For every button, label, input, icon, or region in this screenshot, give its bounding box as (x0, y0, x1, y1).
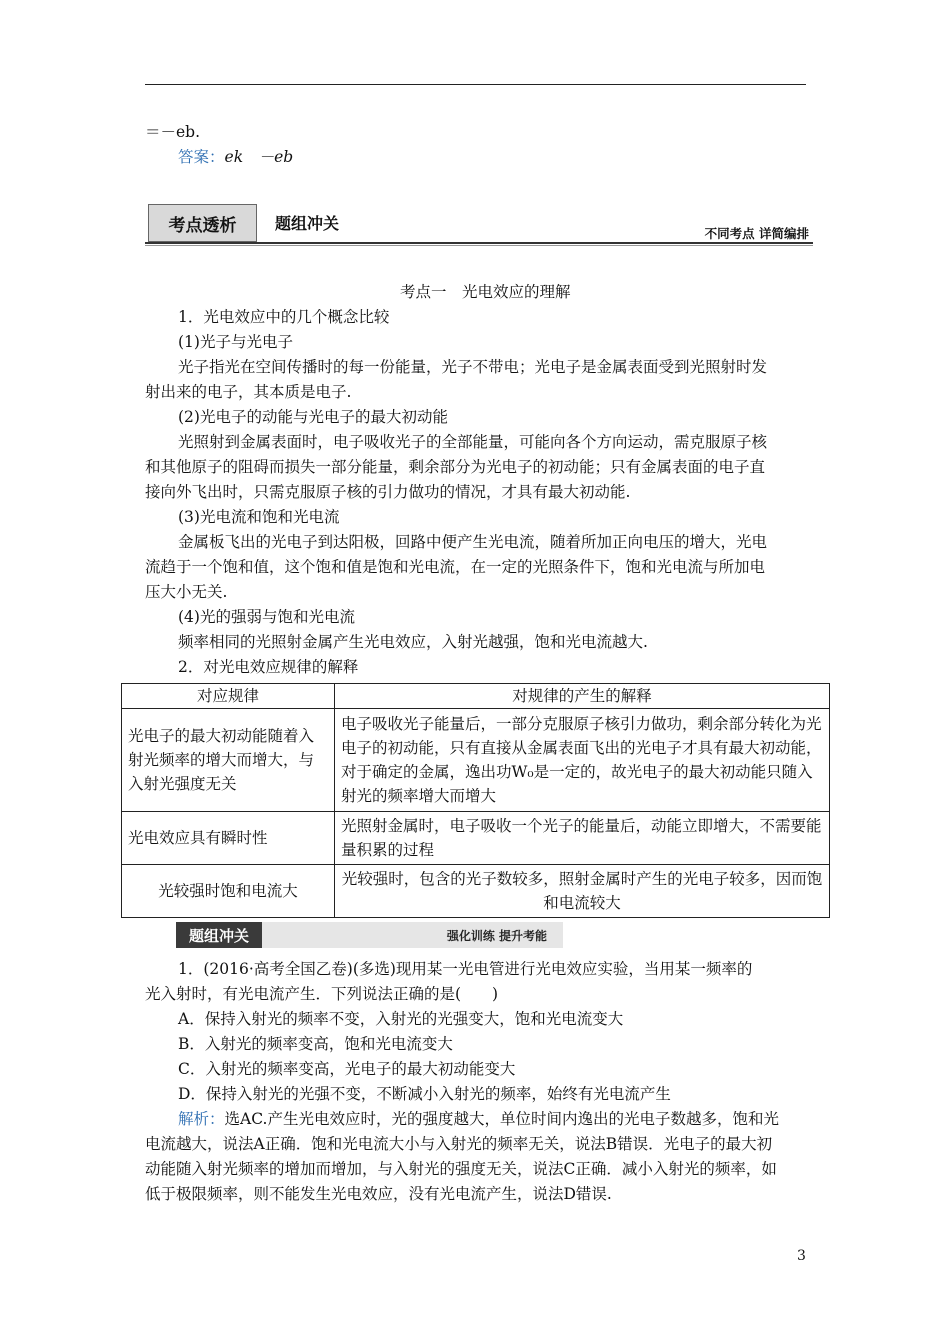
paragraph-line: 光子指光在空间传播时的每一份能量，光子不带电；光电子是金属表面受到光照射时发 (178, 358, 768, 376)
heading-2: 2．对光电效应规律的解释 (178, 658, 359, 676)
heading-1: 1．光电效应中的几个概念比较 (178, 308, 390, 326)
table-cell-explain: 光照射金属时，电子吸收一个光子的能量后，动能立即增大，不需要能量积累的过程 (335, 812, 830, 865)
paragraph-line: 射出来的电子，其本质是电子. (145, 383, 352, 401)
answer-label: 答案： (178, 148, 225, 166)
option-b: B．入射光的频率变高，饱和光电流变大 (178, 1035, 453, 1053)
paragraph-line: 光照射到金属表面时，电子吸收光子的全部能量，可能向各个方向运动，需克服原子核 (178, 433, 768, 451)
table-header: 对规律的产生的解释 (335, 684, 830, 709)
banner-underline-thin (145, 245, 813, 246)
practice-banner (176, 922, 563, 948)
banner-label-kaodian: 考点透析 (148, 204, 257, 242)
analysis-line: 解析：选AC.产生光电效应时，光的强度越大，单位时间内逸出的光电子数越多，饱和光 (178, 1110, 779, 1128)
page-number: 3 (797, 1248, 806, 1264)
practice-banner-text: 强化训练 提升考能 (446, 929, 547, 943)
table-cell-rule: 光电子的最大初动能随着入射光频率的增大而增大，与入射光强度无关 (122, 709, 335, 812)
section-banner (145, 204, 813, 242)
paragraph-line: 流趋于一个饱和值，这个饱和值是饱和光电流，在一定的光照条件下，饱和光电流与所加电 (145, 558, 766, 576)
subheading-4: (4)光的强弱与饱和光电流 (178, 608, 355, 626)
analysis-line: 动能随入射光频率的增加而增加，与入射光的强度无关，说法C正确．减小入射光的频率，如 (145, 1160, 777, 1178)
banner-label-tizu: 题组冲关 (274, 213, 339, 233)
analysis-line: 电流越大，说法A正确．饱和光电流大小与入射光的频率无关，说法B错误．光电子的最大初 (145, 1135, 773, 1153)
answer-text: ek －eb (224, 148, 294, 166)
option-a: A．保持入射光的频率不变，入射光的光强变大，饱和光电流变大 (178, 1010, 624, 1028)
table-header: 对应规律 (122, 684, 335, 709)
paragraph-line: 接向外飞出时，只需克服原子核的引力做功的情况，才具有最大初动能. (145, 483, 631, 501)
table-row (122, 709, 830, 812)
header-rule (145, 84, 806, 85)
option-d: D．保持入射光的光强不变，不断减小入射光的频率，始终有光电流产生 (178, 1085, 671, 1103)
table-row (122, 865, 830, 918)
analysis-label: 解析： (178, 1110, 225, 1128)
section-title: 考点一 光电效应的理解 (400, 283, 571, 301)
table-cell-explain: 光较强时，包含的光子数较多，照射金属时产生的光电子较多，因而饱和电流较大 (335, 865, 830, 918)
paragraph-line: 压大小无关. (145, 583, 228, 601)
paragraph-line: 和其他原子的阻碍而损失一部分能量，剩余部分为光电子的初动能；只有金属表面的电子直 (145, 458, 766, 476)
subheading-1: (1)光子与光电子 (178, 333, 293, 351)
banner-right-text: 不同考点 详简编排 (704, 226, 809, 241)
table-cell-rule: 光电效应具有瞬时性 (122, 812, 335, 865)
paragraph-line: 金属板飞出的光电子到达阳极，回路中便产生光电流，随着所加正向电压的增大，光电 (178, 533, 768, 551)
answer-line (178, 146, 293, 168)
table-cell-explain: 电子吸收光子能量后，一部分克服原子核引力做功，剩余部分转化为光电子的初动能，只有直接从金属表面飞出的光电子才具有最大初动能，对于确定的金属，逸出功W₀是一定的，故光电子的最大初动能只随入射光的频率增大而增大 (335, 709, 830, 812)
practice-banner-label: 题组冲关 (176, 922, 262, 948)
table-cell-rule: 光较强时饱和电流大 (122, 865, 335, 918)
subheading-3: (3)光电流和饱和光电流 (178, 508, 340, 526)
analysis-line: 低于极限频率，则不能发生光电效应，没有光电流产生，说法D错误. (145, 1185, 612, 1203)
rules-table (121, 683, 830, 918)
subheading-2: (2)光电子的动能与光电子的最大初动能 (178, 408, 448, 426)
table-row (122, 812, 830, 865)
banner-underline (145, 242, 813, 244)
question-line: 1．(2016·高考全国乙卷)(多选)现用某一光电管进行光电效应实验，当用某一频率的 (178, 960, 753, 978)
option-c: C．入射光的频率变高，光电子的最大初动能变大 (178, 1060, 516, 1078)
question-line: 光入射时，有光电流产生．下列说法正确的是( ) (145, 985, 499, 1003)
paragraph-line: 频率相同的光照射金属产生光电效应，入射光越强，饱和光电流越大. (178, 633, 648, 651)
prev-equation: ＝－eb. (145, 123, 201, 141)
table-header-row (122, 684, 830, 709)
